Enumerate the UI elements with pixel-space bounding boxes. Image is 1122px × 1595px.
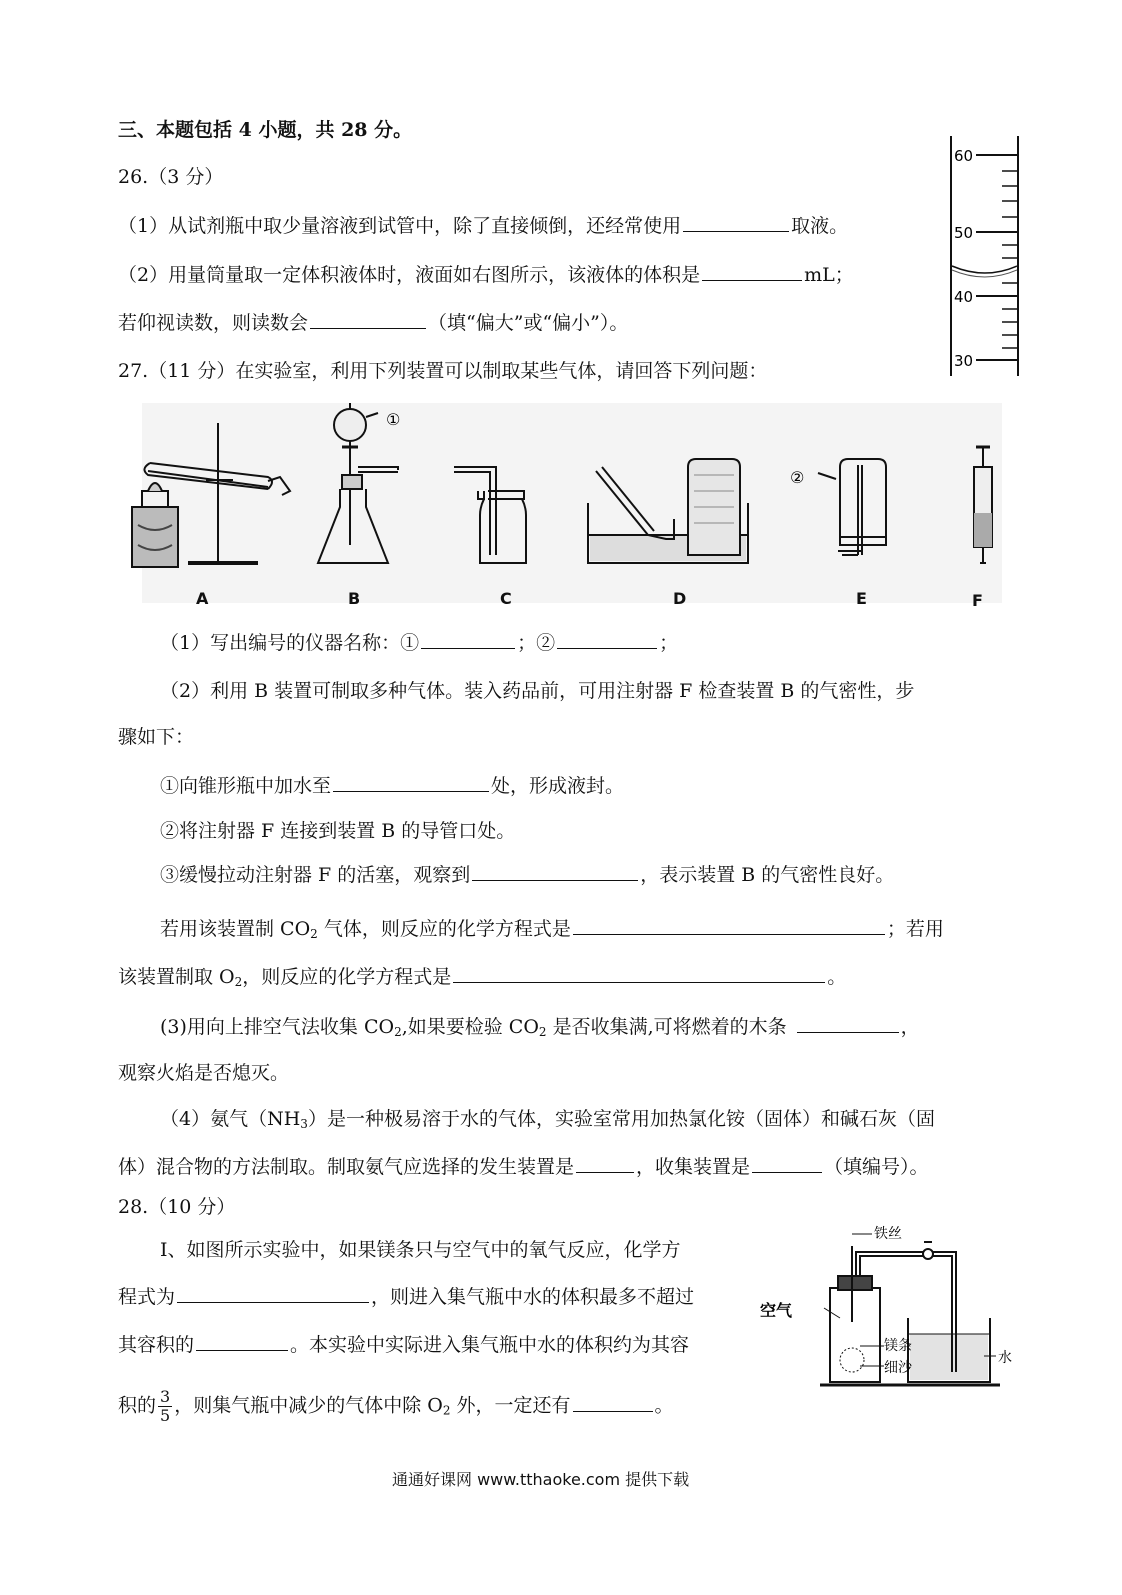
q28-l4-text-a: 积的 xyxy=(118,1394,157,1417)
q27-l7-text-c: ；若用 xyxy=(886,918,944,940)
q28-line-1: I、如图所示实验中，如果镁条只与空气中的氧气反应，化学方 xyxy=(160,1239,681,1261)
apparatus-label-c: C xyxy=(500,589,512,608)
q27-blank-match-position[interactable] xyxy=(797,1012,899,1033)
section-title: 三、本题包括 4 小题，共 28 分。 xyxy=(118,119,413,141)
apparatus-label-e: E xyxy=(856,589,867,608)
q28-header: 28.（10 分） xyxy=(118,1196,236,1218)
q27-blank-o2-equation[interactable] xyxy=(453,962,825,983)
q27-l8-text-c: 。 xyxy=(827,966,847,988)
q27-l12-text-a: 体）混合物的方法制取。制取氨气应选择的发生装置是 xyxy=(118,1156,575,1178)
q27-blank-co2-equation[interactable] xyxy=(573,914,885,935)
q26-p1-text-a: （1）从试剂瓶中取少量溶液到试管中，除了直接倾倒，还经常使用 xyxy=(118,215,682,237)
q27-l9-text-d: ， xyxy=(900,1016,920,1038)
q27-l1-text-a: （1）写出编号的仪器名称：① xyxy=(160,632,420,654)
page-footer: 通通好课网 www.tthaoke.com 提供下载 xyxy=(392,1470,690,1489)
q27-line-8 xyxy=(118,962,846,996)
q28-blank-fraction[interactable] xyxy=(196,1330,288,1351)
q27-line-1 xyxy=(160,628,678,657)
apparatus-label-f: F xyxy=(972,591,983,610)
q27-l4-text-a: ①向锥形瓶中加水至 xyxy=(160,775,332,797)
q27-blank-instrument-1[interactable] xyxy=(421,628,515,649)
label-fine-sand: 细沙 xyxy=(884,1360,912,1376)
q27-line-7 xyxy=(160,914,944,948)
q27-l6-text-a: ③缓慢拉动注射器 F 的活塞，观察到 xyxy=(160,864,471,886)
q27-line-6 xyxy=(160,860,894,889)
cylinder-tick-60: 60 xyxy=(954,147,974,165)
q27-line-9 xyxy=(160,1012,920,1046)
q27-l6-text-b: ，表示装置 B 的气密性良好。 xyxy=(640,864,895,886)
q27-l12-text-b: ，收集装置是 xyxy=(636,1156,751,1178)
q27-l7-text-a: 若用该装置制 CO xyxy=(160,918,311,940)
q27-blank-observation[interactable] xyxy=(472,860,638,881)
q28-line-3 xyxy=(118,1330,689,1359)
q26-p3-text-b: （填“偏大”或“偏小”）。 xyxy=(428,312,629,334)
q28-l3-text-b: 。本实验中实际进入集气瓶中水的体积约为其容 xyxy=(290,1334,690,1356)
apparatus-label-a: A xyxy=(196,589,209,608)
label-iron-wire: 铁丝 xyxy=(874,1226,902,1242)
label-water: 水 xyxy=(998,1350,1012,1366)
q27-l8-text-b: ，则反应的化学方程式是 xyxy=(242,966,452,988)
q28-line-2 xyxy=(118,1282,694,1311)
q26-blank-1[interactable] xyxy=(683,211,789,232)
fraction-three-fifths xyxy=(158,1388,172,1425)
q26-header: 26.（3 分） xyxy=(118,166,224,188)
cylinder-tick-30: 30 xyxy=(954,352,974,370)
q28-blank-remaining-gas[interactable] xyxy=(573,1391,653,1412)
q28-l4-text-d: 。 xyxy=(654,1394,674,1417)
q28-l3-text-a: 其容积的 xyxy=(118,1334,195,1356)
q27-line-12 xyxy=(118,1152,929,1181)
q27-line-5: ②将注射器 F 连接到装置 B 的导管口处。 xyxy=(160,820,516,842)
label-mg-ribbon: 镁条 xyxy=(884,1338,912,1354)
q27-l11-text-b: ）是一种极易溶于水的气体，实验室常用加热氯化铵（固体）和碱石灰（固 xyxy=(307,1108,935,1130)
q27-l11-sub: 3 xyxy=(300,1117,308,1131)
q27-l9-sub-2: 2 xyxy=(538,1025,547,1039)
q27-blank-generator[interactable] xyxy=(576,1152,634,1173)
q26-p1-text-b: 取液。 xyxy=(791,215,849,237)
q26-blank-2[interactable] xyxy=(702,260,802,281)
q26-line-2 xyxy=(118,260,854,289)
q27-l1-text-c: ； xyxy=(659,632,679,654)
q28-l2-text-a: 程式为 xyxy=(118,1286,176,1308)
q28-l2-text-b: ，则进入集气瓶中水的体积最多不超过 xyxy=(371,1286,695,1308)
q26-line-3 xyxy=(118,308,628,337)
cylinder-tick-50: 50 xyxy=(954,224,974,242)
q27-l7-text-b: 气体，则反应的化学方程式是 xyxy=(317,918,571,940)
q26-p3-text-a: 若仰视读数，则读数会 xyxy=(118,312,309,334)
q27-l9-sub-1: 2 xyxy=(394,1025,402,1039)
marker-1: ① xyxy=(386,410,401,429)
q27-line-2: （2）利用 B 装置可制取多种气体。装入药品前，可用注射器 F 检查装置 B 的气密性，步 xyxy=(160,680,915,702)
q27-l7-sub: 2 xyxy=(310,927,318,941)
fraction-denominator: 5 xyxy=(160,1406,171,1425)
q27-line-10: 观察火焰是否熄灭。 xyxy=(118,1062,290,1084)
q27-line-11 xyxy=(160,1105,935,1138)
q27-l9-text-a: (3)用向上排空气法收集 CO xyxy=(160,1016,395,1038)
q27-l4-text-b: 处，形成液封。 xyxy=(491,775,625,797)
q27-l11-text-a: （4）氨气（NH xyxy=(160,1108,301,1130)
label-air: 空气 xyxy=(760,1301,793,1320)
apparatus-label-b: B xyxy=(348,589,361,608)
q28-line-4 xyxy=(118,1388,674,1425)
fraction-numerator: 3 xyxy=(160,1387,171,1406)
q27-blank-water-level[interactable] xyxy=(333,771,489,792)
q26-blank-3[interactable] xyxy=(310,308,426,329)
cylinder-tick-40: 40 xyxy=(954,288,974,306)
q27-l12-text-c: （填编号）。 xyxy=(824,1156,929,1178)
q27-line-4 xyxy=(160,771,624,800)
q27-l9-text-b: ,如果要检验 CO xyxy=(401,1016,539,1038)
q26-p2-text-b: mL； xyxy=(804,264,854,286)
apparatus-label-d: D xyxy=(673,589,687,608)
q27-l8-sub: 2 xyxy=(234,975,243,989)
q28-l4-sub: 2 xyxy=(442,1403,451,1418)
q28-blank-equation[interactable] xyxy=(177,1282,369,1303)
q26-p2-text-a: （2）用量筒量取一定体积液体时，液面如右图所示，该液体的体积是 xyxy=(118,264,701,286)
q27-blank-instrument-2[interactable] xyxy=(557,628,657,649)
q27-blank-collector[interactable] xyxy=(752,1152,822,1173)
q28-l4-text-c: 外，一定还有 xyxy=(450,1394,571,1417)
graduated-cylinder-figure xyxy=(940,128,1030,380)
marker-2: ② xyxy=(790,468,805,487)
q27-line-3: 骤如下： xyxy=(118,726,195,748)
q27-l1-text-b: ；② xyxy=(517,632,556,654)
q27-l8-text-a: 该装置制取 O xyxy=(118,966,235,988)
q28-l4-text-b: ，则集气瓶中减少的气体中除 O xyxy=(174,1394,443,1417)
q27-header: 27.（11 分）在实验室，利用下列装置可以制取某些气体，请回答下列问题： xyxy=(118,360,768,382)
q26-line-1 xyxy=(118,211,848,240)
magnesium-experiment-figure xyxy=(760,1222,1020,1392)
apparatus-figure xyxy=(118,395,1018,615)
q27-l9-text-c: 是否收集满,可将燃着的木条 xyxy=(546,1016,787,1038)
